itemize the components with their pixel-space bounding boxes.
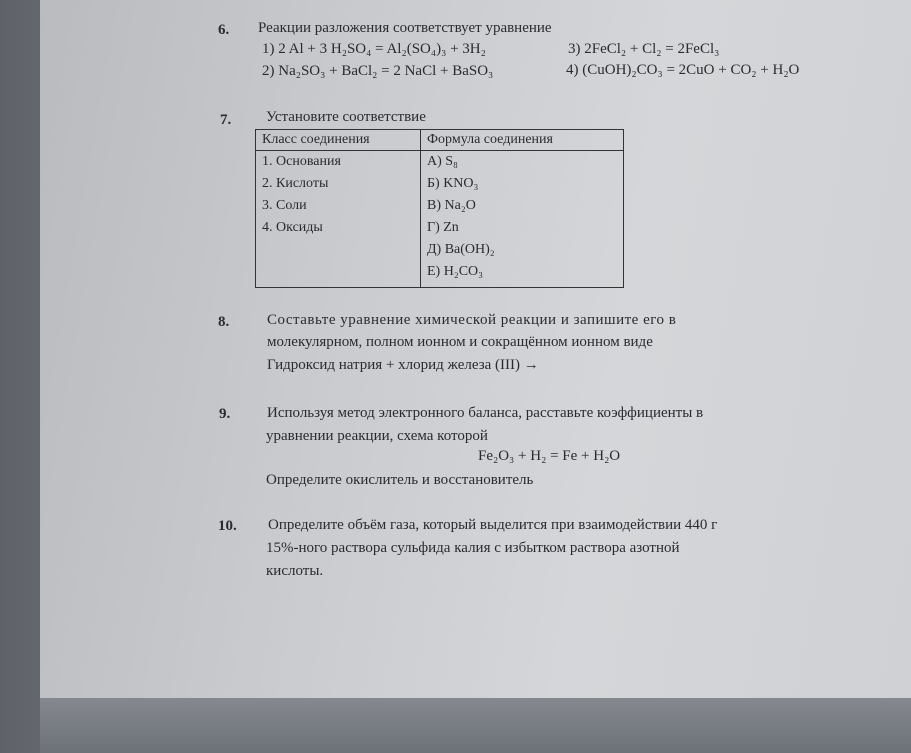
question-6-option-4: 4) (CuOH)₂CO₃ = 2CuO + CO₂ + H₂O [566,62,800,78]
formula-item: Г) Zn [427,220,459,235]
class-item: 2. Кислоты [262,176,329,191]
question-8-line-2: молекулярном, полном ионном и сокращённом ионном виде [267,334,653,350]
question-8-number: 8. [218,314,230,330]
formula-item: А) S₈ [427,154,458,169]
class-column-header: Класс соединения [256,130,421,151]
matching-table-header [256,130,624,151]
formula-item: Д) Ba(OH)₂ [427,242,495,257]
question-10-line-3: кислоты. [266,563,324,579]
question-7-number: 7. [220,112,232,128]
question-9-line-4: Определите окислитель и восстановитель [266,472,534,488]
question-6-option-2: 2) Na₂SO₃ + BaCl₂ = 2 NaCl + BaSO₃ [262,63,494,79]
formula-item: В) Na₂O [427,198,476,213]
question-6-title: Реакции разложения соответствует уравнение [258,20,552,36]
class-item: 3. Соли [262,198,307,213]
question-6-number: 6. [218,22,230,38]
matching-table [255,129,624,288]
question-9-number: 9. [219,406,231,422]
question-9-equation: Fe₂O₃ + H₂ = Fe + H₂O [478,448,621,464]
class-list [256,151,421,288]
question-6-option-3: 3) 2FeCl₂ + Cl₂ = 2FeCl₃ [568,41,720,57]
formula-item: Б) KNO₃ [427,176,479,191]
question-7-title: Установите соответствие [266,109,426,125]
class-item: 4. Оксиды [262,220,323,235]
question-10-line-2: 15%-ного раствора сульфида калия с избытком раствора азотной [266,540,680,556]
formula-column-header: Формула соединения [421,130,624,151]
question-9-line-1: Используя метод электронного баланса, расставьте коэффициенты в [267,405,704,421]
question-8-line-3: Гидроксид натрия + хлорид железа (III) → [267,357,539,373]
question-8-line-1: Составьте уравнение химической реакции и запишите его в [267,312,677,328]
formula-list [421,151,624,288]
question-6-option-1: 1) 2 Al + 3 H₂SO₄ = Al₂(SO₄)₃ + 3H₂ [262,41,486,57]
question-10-line-1: Определите объём газа, который выделится при взаимодействии 440 г [268,517,718,533]
class-item: 1. Основания [262,154,341,169]
formula-item: Е) H₂CO₃ [427,264,484,279]
question-9-line-2: уравнении реакции, схема которой [266,428,488,444]
paper-shadow [40,698,911,753]
matching-table-body [256,151,624,288]
question-10-number: 10. [218,518,237,534]
